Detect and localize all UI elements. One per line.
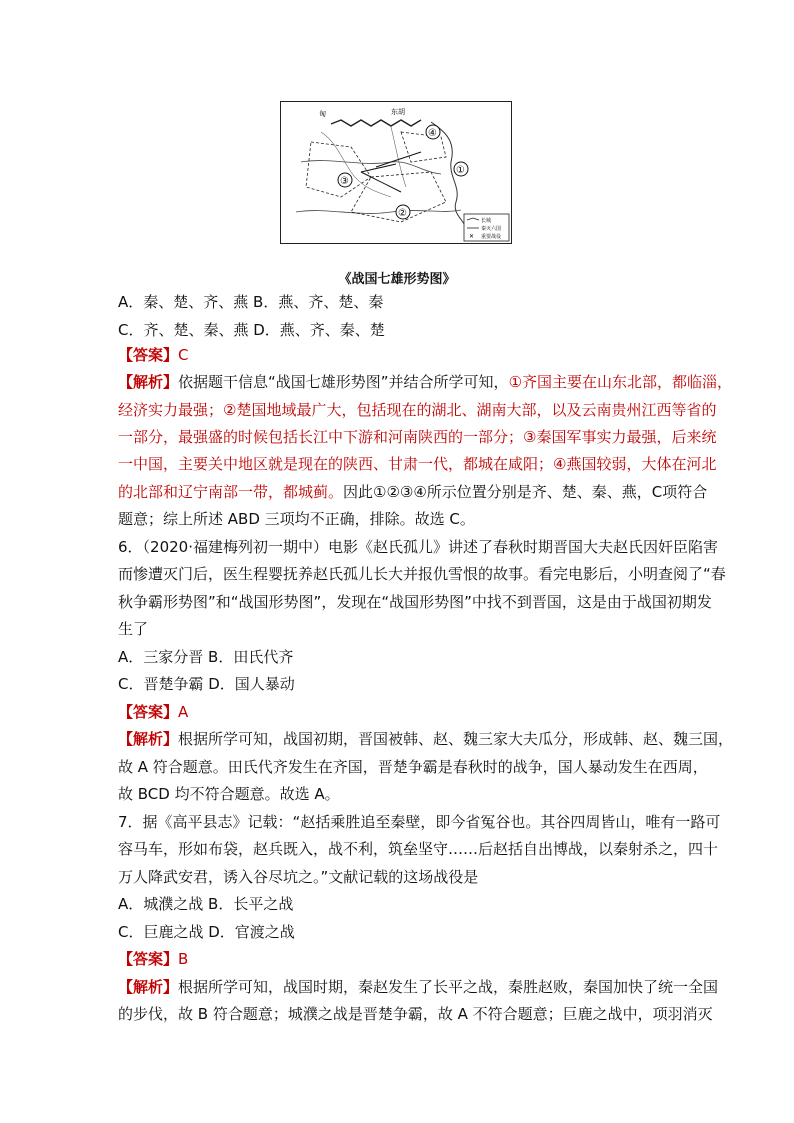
q6-stem-line-4: 生了 xyxy=(118,620,149,638)
label-xiongnu: 匈 xyxy=(319,110,326,118)
analysis-highlight: 的北部和辽宁南部一带，都城蓟。 xyxy=(118,483,344,501)
legend-conquest: 秦灭六国 xyxy=(481,226,502,232)
q5-answer xyxy=(118,345,189,365)
answer-value: A xyxy=(178,703,189,721)
q7-options-cd: C．巨鹿之战 D．官渡之战 xyxy=(118,923,295,941)
analysis-text: 根据所学可知，战国初期，晋国被韩、赵、魏三家大夫瓜分，形成韩、赵、魏三国， xyxy=(178,730,734,748)
analysis-tag: 【解析】 xyxy=(118,373,179,391)
q5-analysis-line-5 xyxy=(118,482,707,502)
q6-analysis-line-3: 故 BCD 均不符合题意。故选 A。 xyxy=(118,785,340,803)
marker-1: ① xyxy=(456,165,465,176)
q6-stem-line-2: 而惨遭灭门后，医生程婴抚养赵氏孤儿长大并报仇雪恨的故事。看完电影后，小明查阅了“春 xyxy=(118,565,726,583)
figure-caption: 《战国七雄形势图》 xyxy=(338,272,456,287)
q5-analysis-line-4: 一中国，主要关中地区就是现在的陕西、甘肃一代，都城在咸阳；④燕国较弱，大体在河北 xyxy=(118,455,717,473)
q5-options-cd: C．齐、楚、秦、燕 D．燕、齐、秦、楚 xyxy=(118,321,385,339)
q7-analysis-line-1 xyxy=(118,977,718,997)
q5-options-ab: A．秦、楚、齐、燕 B．燕、齐、楚、秦 xyxy=(118,293,384,311)
q6-options-ab: A．三家分晋 B．田氏代齐 xyxy=(118,648,294,666)
answer-value: C xyxy=(178,346,189,364)
q6-analysis-line-1 xyxy=(118,729,733,749)
q6-stem-line-1: 6．（2020·福建梅列初一期中）电影《赵氏孤儿》讲述了春秋时期晋国大夫赵氏因奸臣陷害 xyxy=(118,538,718,556)
q5-analysis-line-2: 经济实力最强；②楚国地域最广大，包括现在的湖北、湖南大部，以及云南贵州江西等省的 xyxy=(118,401,717,419)
legend-battle-icon: ✕ xyxy=(469,233,475,240)
label-donghu: 东胡 xyxy=(391,108,405,116)
q7-stem-line-2: 容马车，形如布袋，赵兵既入，战不利，筑垒坚守……后赵括自出博战，以秦射杀之，四十 xyxy=(118,840,719,858)
analysis-highlight: ①齐国主要在山东北部，都临淄， xyxy=(508,373,733,391)
q6-analysis-line-2: 故 A 符合题意。田氏代齐发生在齐国，晋楚争霸是春秋时的战争，国人暴动发生在西周， xyxy=(118,758,708,776)
answer-tag: 【答案】 xyxy=(118,703,179,721)
analysis-text: 依据题干信息“战国七雄形势图”并结合所学可知， xyxy=(178,373,509,391)
q5-analysis-line-3: 一部分，最强盛的时候包括长江中下游和河南陕西的一部分；③秦国军事实力最强，后来统 xyxy=(118,428,717,446)
answer-value: B xyxy=(178,950,189,968)
answer-tag: 【答案】 xyxy=(118,346,179,364)
analysis-tag: 【解析】 xyxy=(118,730,179,748)
q6-stem-line-3: 秋争霸形势图”和“战国形势图”，发现在“战国形势图”中找不到晋国，这是由于战国初期发 xyxy=(118,593,712,611)
marker-4: ④ xyxy=(428,128,437,139)
q7-answer xyxy=(118,949,188,969)
warring-states-map xyxy=(280,101,512,244)
legend-wall: 长城 xyxy=(481,218,492,224)
analysis-text: 因此①②③④所示位置分别是齐、楚、秦、燕，C项符合 xyxy=(343,483,708,501)
marker-3: ③ xyxy=(340,176,349,187)
legend-battle: 重要战役 xyxy=(481,234,502,240)
q7-stem-line-1: 7．据《高平县志》记载：“赵括乘胜追至秦壁，即今省冤谷也。其谷四周皆山，唯有一路可 xyxy=(118,813,721,831)
analysis-tag: 【解析】 xyxy=(118,978,179,996)
marker-2: ② xyxy=(398,208,407,219)
q5-analysis-line-6: 题意；综上所述 ABD 三项均不正确，排除。故选 C。 xyxy=(118,510,475,528)
q5-analysis-line-1 xyxy=(118,372,732,392)
map-drawing xyxy=(281,102,511,243)
analysis-text: 根据所学可知，战国时期，秦赵发生了长平之战，秦胜赵败，秦国加快了统一全国 xyxy=(178,978,719,996)
q6-options-cd: C．晋楚争霸 D．国人暴动 xyxy=(118,675,295,693)
q7-stem-line-3: 万人降武安君，诱入谷尽坑之。”文献记载的这场战役是 xyxy=(118,868,479,886)
q6-answer xyxy=(118,702,188,722)
q7-options-ab: A．城濮之战 B．长平之战 xyxy=(118,895,294,913)
q7-analysis-line-2: 的步伐，故 B 符合题意；城濮之战是晋楚争霸，故 A 不符合题意；巨鹿之战中，项羽消灭 xyxy=(118,1005,713,1023)
answer-tag: 【答案】 xyxy=(118,950,179,968)
